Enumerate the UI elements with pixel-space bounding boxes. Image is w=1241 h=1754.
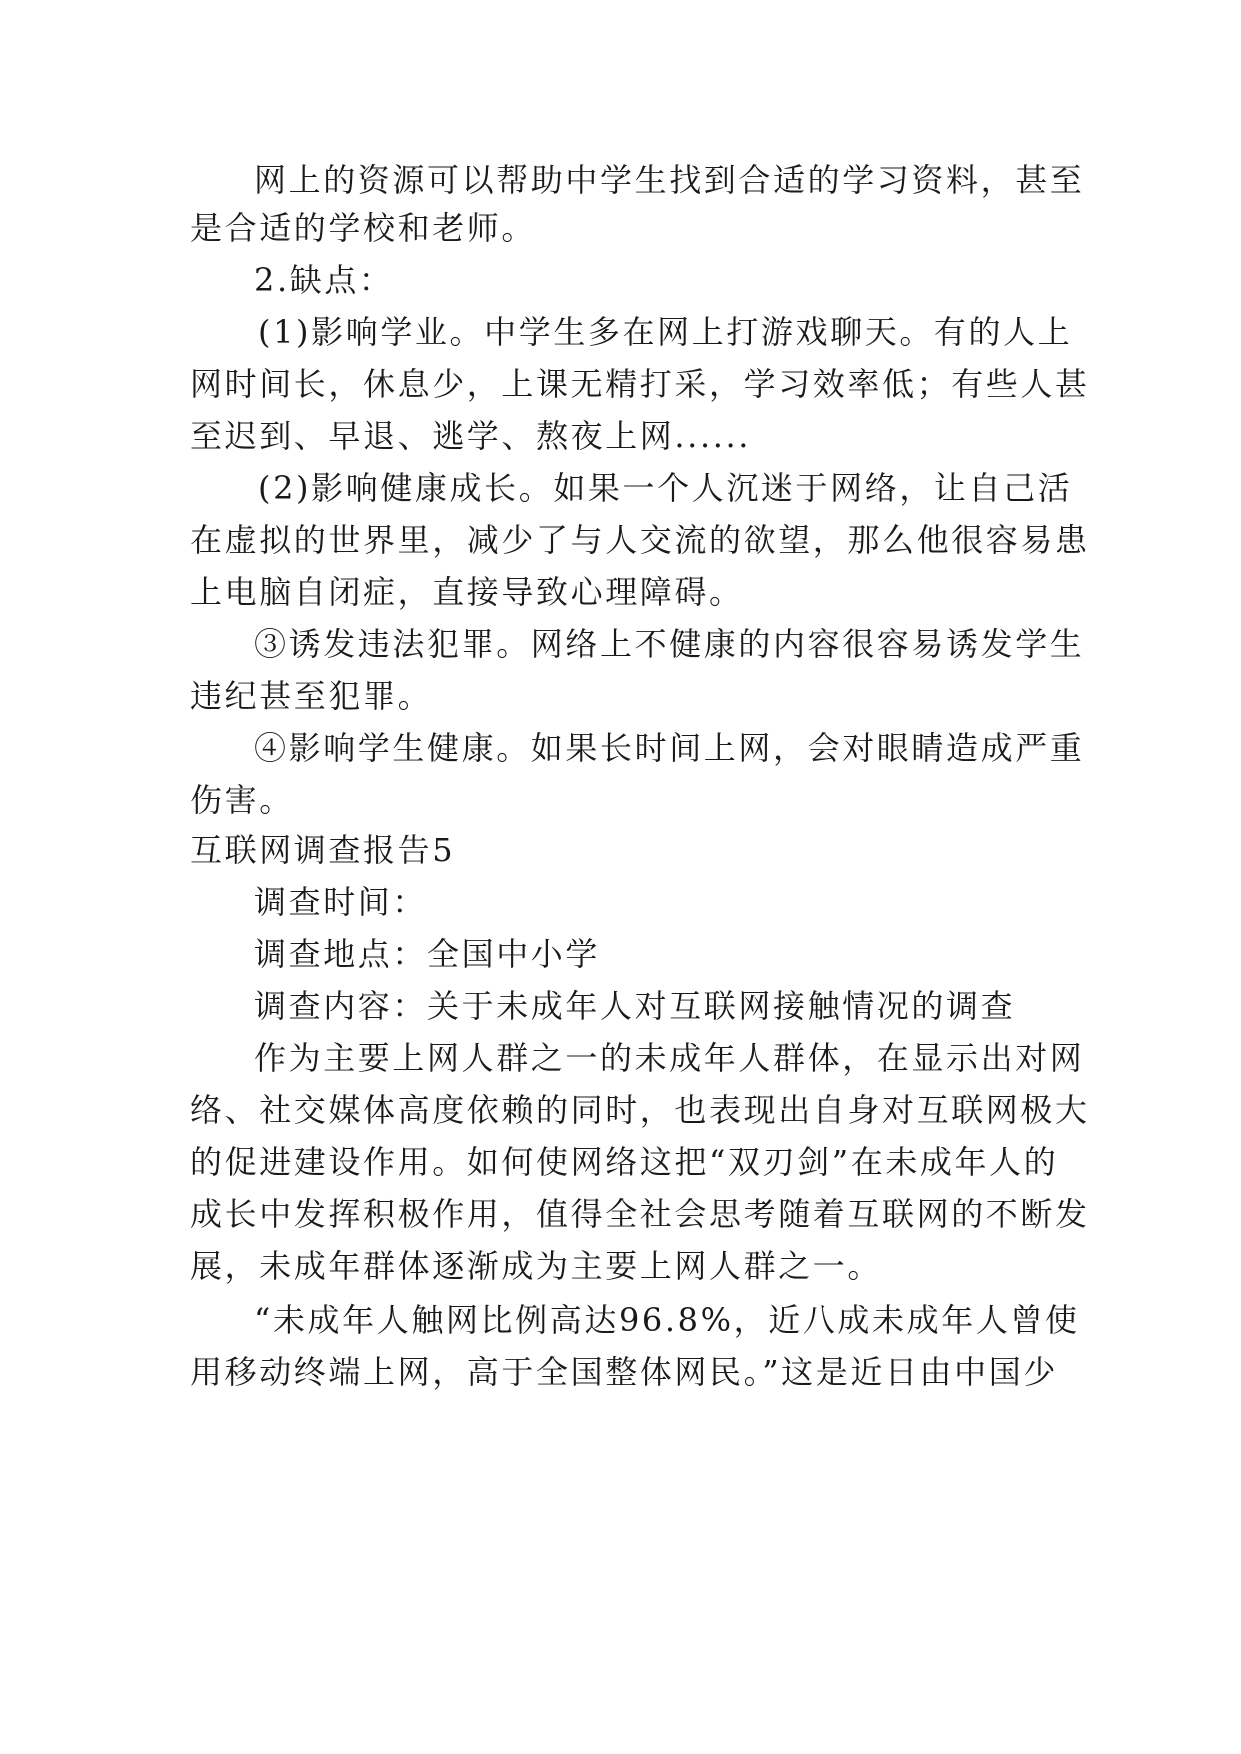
survey-location: 调查地点：全国中小学 bbox=[254, 935, 601, 973]
paragraph-line: 展，未成年群体逐渐成为主要上网人群之一。 bbox=[190, 1247, 883, 1285]
paragraph-line: 成长中发挥积极作用，值得全社会思考随着互联网的不断发 bbox=[190, 1195, 1090, 1233]
paragraph-line: 至迟到、早退、逃学、熬夜上网...... bbox=[190, 417, 752, 455]
paragraph-line: 是合适的学校和老师。 bbox=[190, 209, 537, 247]
paragraph-line: 络、社交媒体高度依赖的同时，也表现出自身对互联网极大 bbox=[190, 1091, 1090, 1129]
paragraph-line: 作为主要上网人群之一的未成年人群体，在显示出对网 bbox=[254, 1039, 1085, 1077]
paragraph-line: 的促进建设作用。如何使网络这把“双刃剑”在未成年人的 bbox=[190, 1143, 1059, 1181]
survey-time: 调查时间： bbox=[254, 883, 428, 921]
paragraph-line: ④影响学生健康。如果长时间上网，会对眼睛造成严重 bbox=[254, 729, 1085, 767]
paragraph-line: 用移动终端上网，高于全国整体网民。”这是近日由中国少 bbox=[190, 1353, 1058, 1391]
paragraph-line: 上电脑自闭症，直接导致心理障碍。 bbox=[190, 573, 744, 611]
survey-content: 调查内容：关于未成年人对互联网接触情况的调查 bbox=[254, 987, 1016, 1025]
section-heading: 2.缺点： bbox=[254, 261, 394, 299]
paragraph-line: 在虚拟的世界里，减少了与人交流的欲望，那么他很容易患 bbox=[190, 521, 1090, 559]
document-title: 互联网调查报告5 bbox=[190, 831, 456, 869]
paragraph-line: (2)影响健康成长。如果一个人沉迷于网络，让自己活 bbox=[258, 469, 1073, 507]
paragraph-line: ③诱发违法犯罪。网络上不健康的内容很容易诱发学生 bbox=[254, 625, 1085, 663]
paragraph-line: “未成年人触网比例高达96.8%，近八成未成年人曾使 bbox=[254, 1301, 1080, 1339]
paragraph-line: 网时间长，休息少，上课无精打采，学习效率低；有些人甚 bbox=[190, 365, 1090, 403]
paragraph-line: 伤害。 bbox=[190, 781, 294, 819]
paragraph-line: 违纪甚至犯罪。 bbox=[190, 677, 433, 715]
paragraph-line: (1)影响学业。中学生多在网上打游戏聊天。有的人上 bbox=[258, 313, 1073, 351]
paragraph-line: 网上的资源可以帮助中学生找到合适的学习资料，甚至 bbox=[254, 161, 1085, 199]
